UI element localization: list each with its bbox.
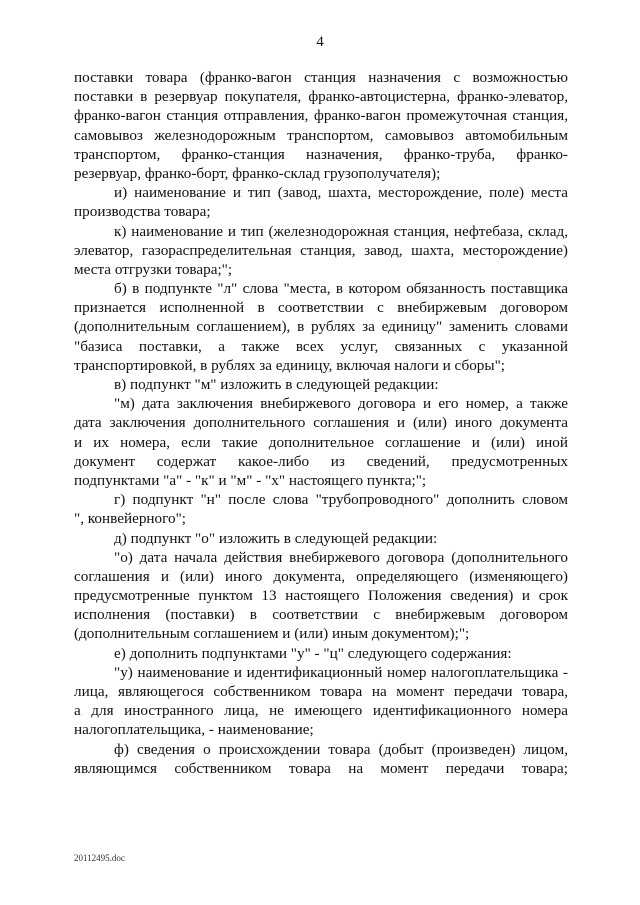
- text-line: транспортировкой, в рублях за единицу, включая налоги и сборы";: [74, 356, 506, 374]
- text-line: "м) дата заключения внебиржевого договора и его номер, а также: [114, 395, 568, 413]
- text-line: признается исполненной в соответствии с внебиржевым договором: [74, 299, 568, 317]
- page-number: 4: [316, 34, 324, 50]
- text-line: дата заключения дополнительного соглашения и (или) иного документа: [74, 414, 568, 432]
- text-line: лица, являющегося собственником товара на момент передачи товара,: [74, 683, 568, 700]
- text-line: б) в подпункте "л" слова "места, в котором обязанность поставщика: [114, 280, 568, 298]
- footer-filename: 20112495.doc: [74, 853, 125, 863]
- text-line: (дополнительным соглашением), в рублях за единицу" заменить словами: [74, 318, 568, 336]
- text-line: "у) наименование и идентификационный номер налогоплательщика -: [114, 663, 568, 681]
- text-line: и) наименование и тип (завод, шахта, месторождение, поле) места: [114, 184, 568, 202]
- text-line: поставки товара (франко-вагон станция назначения с возможностью: [74, 69, 568, 86]
- text-line: резервуар, франко-борт, франко-склад грузополучателя);: [74, 164, 441, 182]
- document-body: [74, 68, 568, 778]
- text-line: ", конвейерного";: [74, 510, 186, 528]
- text-line: элеватор, газораспределительная станция, завод, шахта, месторождение): [74, 241, 568, 259]
- text-line: к) наименование и тип (железнодорожная станция, нефтебаза, склад,: [114, 222, 568, 240]
- text-line: места отгрузки товара;";: [74, 260, 233, 278]
- text-line: франко-вагон станция отправления, франко-вагон промежуточная станция,: [74, 107, 568, 125]
- text-line: г) подпункт "н" после слова "трубопроводного" дополнить словом: [114, 491, 568, 509]
- text-line: соглашения и (или) иного документа, определяющего (изменяющего): [74, 567, 568, 585]
- text-line: являющимся собственником товара на момент передачи товара;: [74, 759, 568, 777]
- text-line: налогоплательщика, - наименование;: [74, 721, 314, 739]
- text-line: предусмотренные пунктом 13 настоящего Положения сведения) и срок: [74, 587, 568, 605]
- text-line: а для иностранного лица, не имеющего идентификационного номера: [74, 702, 568, 720]
- text-line: исполнения (поставки) в соответствии с внебиржевым договором: [74, 606, 568, 624]
- text-line: "о) дата начала действия внебиржевого договора (дополнительного: [114, 548, 568, 566]
- text-line: подпунктами "а" - "к" и "м" - "х" настоящего пункта;";: [74, 471, 427, 489]
- text-line: ф) сведения о происхождении товара (добыт (произведен) лицом,: [114, 740, 568, 758]
- text-line: производства товара;: [74, 203, 211, 221]
- text-line: и их номера, если такие дополнительное соглашение и (или) иной: [74, 433, 568, 451]
- text-line: документ содержат какое-либо из сведений, предусмотренных: [74, 452, 568, 470]
- text-line: в) подпункт "м" изложить в следующей редакции:: [114, 376, 439, 393]
- text-line: "базиса поставки, а также всех услуг, связанных с указанной: [74, 337, 568, 355]
- text-line: самовывоз железнодорожным транспортом, самовывоз автомобильным: [74, 126, 568, 144]
- text-line: поставки в резервуар покупателя, франко-автоцистерна, франко-элеватор,: [74, 88, 568, 106]
- text-line: д) подпункт "о" изложить в следующей редакции:: [114, 529, 438, 547]
- text-line: е) дополнить подпунктами "у" - "ц" следующего содержания:: [114, 644, 512, 662]
- text-line: транспортом, франко-станция назначения, франко-труба, франко-: [74, 145, 568, 163]
- text-line: (дополнительным соглашением и (или) иным документом);";: [74, 625, 470, 643]
